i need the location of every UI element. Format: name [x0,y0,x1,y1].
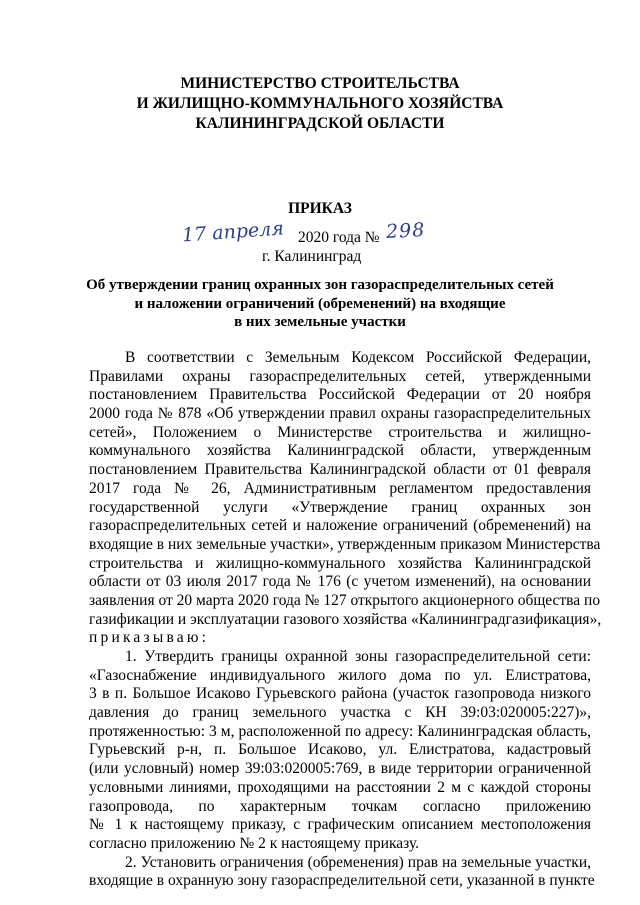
body-line: входящие в охранную зону газораспределительной сети, указанной в пункте [89,872,595,890]
body-line: Правилами охраны газораспределительных сетей, утвержденными [89,367,591,385]
body-line: В соответствии с Земельным Кодексом Российской Федерации, [125,349,591,366]
city-line: г. Калининград [262,248,362,265]
ministry-header [0,74,640,134]
ministry-line: И ЖИЛИЩНО-КОММУНАЛЬНОГО ХОЗЯЙСТВА [136,95,504,112]
order-subject [0,276,640,332]
body-line: области от 03 июля 2017 года № 176 (с учетом изменений), на основании [89,573,591,591]
subject-line: Об утверждении границ охранных зон газораспределительных сетей [86,277,554,293]
body-line: давления до границ земельного участка с КН 39:03:020005:227)», [89,704,591,722]
body-line: приказываю: [89,629,210,647]
handwritten-date: 17 апреля [181,217,285,247]
body-line: заявления от 20 марта 2020 года № 127 открытого акционерного общества по [89,591,601,609]
body-line: постановлением Правительства Калининградской области от 01 февраля [89,461,591,479]
order-title: ПРИКАЗ [288,200,352,217]
ministry-line: КАЛИНИНГРАДСКОЙ ОБЛАСТИ [195,115,445,132]
body-line: постановлением Правительства Российской Федерации от 20 ноября [89,386,591,404]
body-line: условными линиями, проходящими на расстоянии 2 м с каждой стороны [89,778,591,796]
body-line: сетей», Положением о Министерстве строительства и жилищно- [89,423,591,441]
body-line: согласно приложению № 2 к настоящему приказу. [89,834,420,852]
body-line: коммунального хозяйства Калининградской области, утвержденным [89,442,591,460]
handwritten-order-number: 298 [385,218,426,244]
body-line: (или условный) номер 39:03:020005:769, в виде территории ограниченной [89,760,591,778]
printed-date-text: 2020 года № [298,229,380,246]
body-line: 1. Утвердить границы охранной зоны газораспределительной сети: [125,648,591,665]
body-line: газопровода, по характерным точкам согласно приложению [89,797,591,815]
body-line: протяженностью: 3 м, расположенной по адресу: Калининградская область, [89,722,591,740]
order-body [89,349,602,891]
body-line: 3 в п. Большое Исаково Гурьевского района (участок газопровода низкого [89,685,591,703]
body-line: государственной услуги «Утверждение границ охранных зон [89,498,591,516]
body-line: № 1 к настоящему приказу, с графическим описанием местоположения [89,816,591,834]
subject-line: в них земельные участки [234,314,406,330]
body-line: 2. Установить ограничения (обременения) прав на земельные участки, [125,853,591,871]
body-line: строительства и жилищно-коммунального хозяйства Калининградской [89,554,591,572]
order-date-line [180,217,480,250]
body-line: 2017 года № 26, Административным регламентом предоставления [89,479,591,497]
body-line: газораспределительных сетей и наложение ограничений (обременений) на [89,517,591,535]
body-line: Гурьевский р-н, п. Большое Исаково, ул. Елистратова, кадастровый [89,741,591,759]
ministry-line: МИНИСТЕРСТВО СТРОИТЕЛЬСТВА [180,75,460,92]
body-line: входящие в них земельные участки», утвержденным приказом Министерства [89,535,601,553]
body-line: газификации и эксплуатации газового хозяйства «Калининградгазификация», [89,610,602,628]
body-line: 2000 года № 878 «Об утверждении правил охраны газораспределительных [89,405,591,423]
body-line: «Газоснабжение индивидуального жилого дома по ул. Елистратова, [89,666,591,684]
subject-line: и наложении ограничений (обременений) на входящие [134,295,506,312]
